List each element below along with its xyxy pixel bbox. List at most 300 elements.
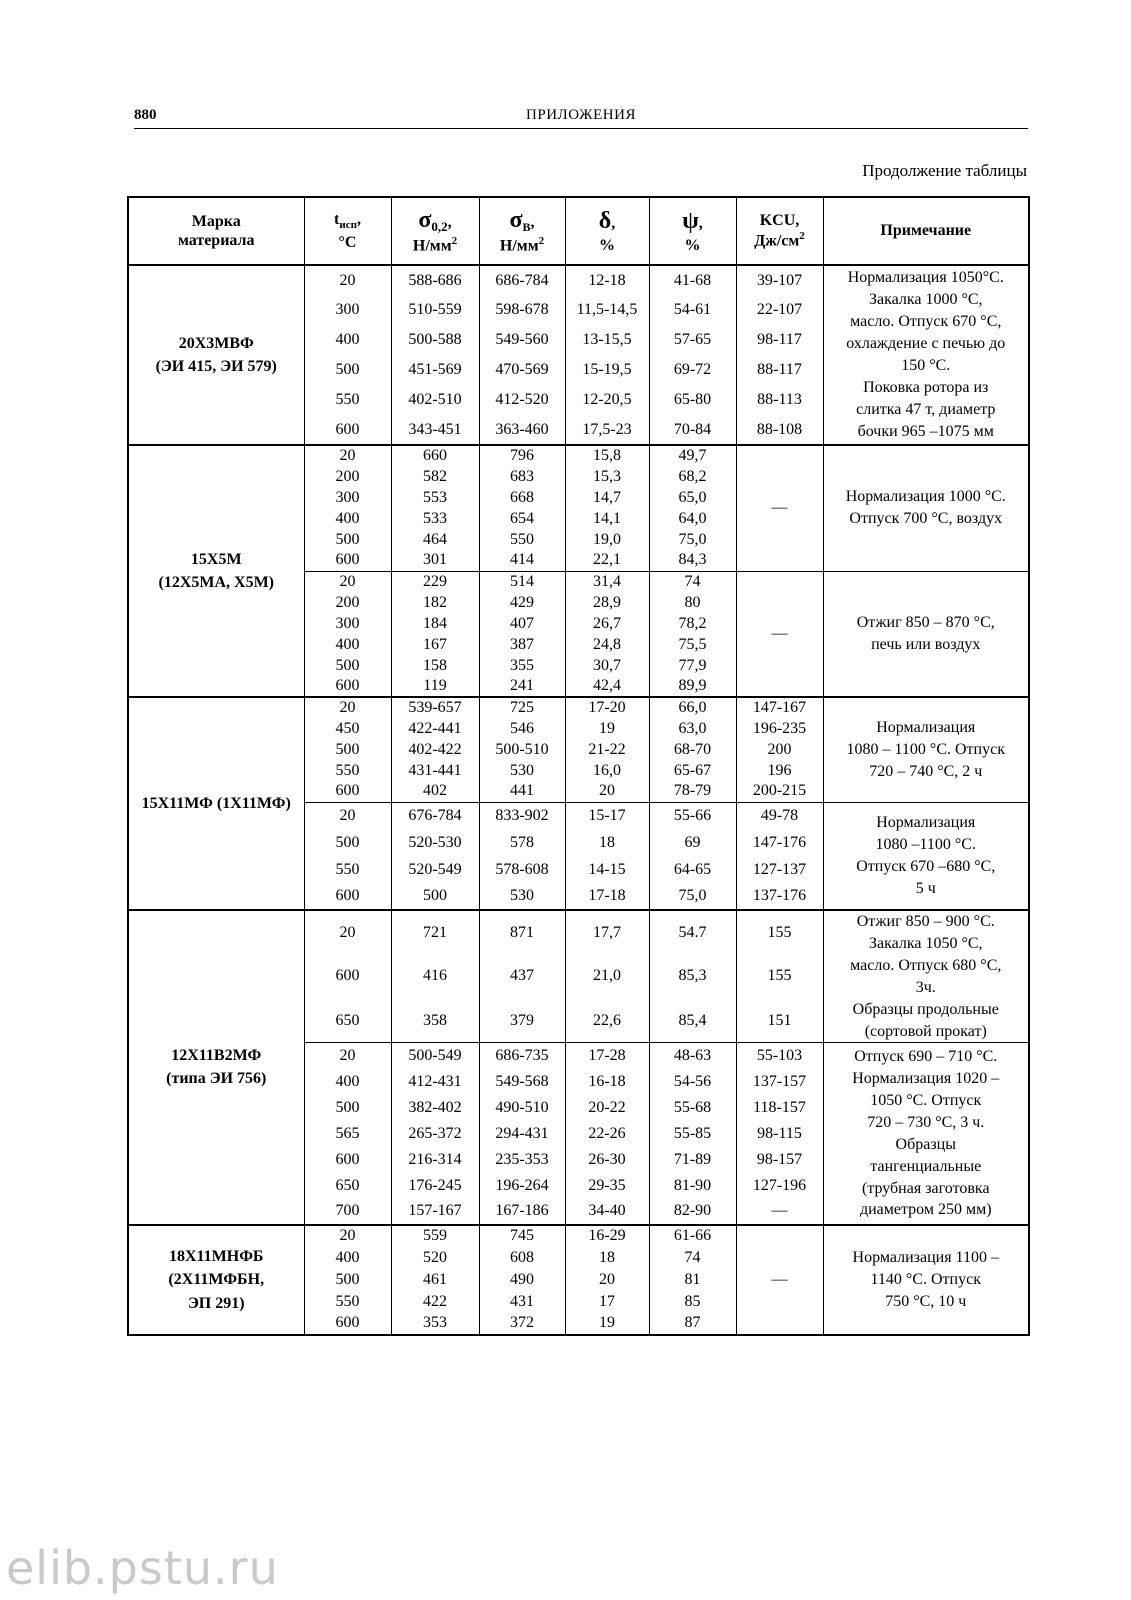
- yield-strength-cell: 500-549: [391, 1043, 479, 1069]
- elongation-cell: 22,1: [565, 550, 649, 571]
- tensile-strength-cell: 550: [479, 529, 565, 550]
- tensile-strength-cell: 294-431: [479, 1121, 565, 1147]
- header-elongation: δ, %: [565, 197, 649, 265]
- yield-strength-cell: 343-451: [391, 415, 479, 445]
- note-line: 1080 – 1100 °С. Отпуск: [846, 740, 1005, 758]
- page-header: [134, 104, 1028, 129]
- test-temperature-cell: 20: [304, 265, 391, 295]
- impact-toughness-cell: 137-157: [736, 1069, 823, 1095]
- properties-table: [127, 196, 1030, 1336]
- elongation-cell: 16,0: [565, 760, 649, 781]
- yield-strength-cell: 229: [391, 571, 479, 592]
- tensile-strength-cell: 549-560: [479, 325, 565, 355]
- yield-strength-cell: 660: [391, 445, 479, 466]
- tensile-strength-cell: 379: [479, 999, 565, 1043]
- impact-toughness-cell: 98-157: [736, 1147, 823, 1173]
- impact-toughness-cell: 155: [736, 910, 823, 954]
- impact-toughness-cell: 147-176: [736, 829, 823, 856]
- yield-strength-cell: 553: [391, 487, 479, 508]
- yield-strength-cell: 358: [391, 999, 479, 1043]
- elongation-cell: 12-20,5: [565, 385, 649, 415]
- impact-toughness-cell: 39-107: [736, 265, 823, 295]
- note-cell: [823, 1225, 1029, 1335]
- tensile-strength-cell: 578: [479, 829, 565, 856]
- tensile-strength-cell: 530: [479, 760, 565, 781]
- reduction-of-area-cell: 66,0: [649, 697, 736, 718]
- tensile-strength-cell: 407: [479, 613, 565, 634]
- impact-toughness-cell: 22-107: [736, 295, 823, 325]
- impact-toughness-cell: 200: [736, 739, 823, 760]
- reduction-of-area-cell: 55-85: [649, 1121, 736, 1147]
- test-temperature-cell: 600: [304, 1147, 391, 1173]
- impact-toughness-cell: 88-113: [736, 385, 823, 415]
- reduction-of-area-cell: 68,2: [649, 466, 736, 487]
- tensile-strength-cell: 414: [479, 550, 565, 571]
- elongation-cell: 30,7: [565, 655, 649, 676]
- tensile-strength-cell: 167-186: [479, 1199, 565, 1225]
- elongation-cell: 16-18: [565, 1069, 649, 1095]
- elongation-cell: 21-22: [565, 739, 649, 760]
- test-temperature-cell: 600: [304, 1313, 391, 1335]
- yield-strength-cell: 265-372: [391, 1121, 479, 1147]
- table-row: [128, 445, 1029, 466]
- impact-toughness-cell: 200-215: [736, 781, 823, 802]
- yield-strength-cell: 520-530: [391, 829, 479, 856]
- note-line: Отжиг 850 – 900 °С.: [856, 913, 995, 930]
- tensile-strength-cell: 546: [479, 718, 565, 739]
- note-cell: [823, 802, 1029, 910]
- note-line: Отпуск 690 – 710 °С.: [854, 1048, 998, 1066]
- yield-strength-cell: 539-657: [391, 697, 479, 718]
- note-line: Отпуск 670 –680 °С,: [856, 857, 996, 875]
- yield-strength-cell: 416: [391, 954, 479, 998]
- test-temperature-cell: 500: [304, 1269, 391, 1291]
- elongation-cell: 26-30: [565, 1147, 649, 1173]
- elongation-cell: 34-40: [565, 1199, 649, 1225]
- reduction-of-area-cell: 74: [649, 571, 736, 592]
- test-temperature-cell: 200: [304, 466, 391, 487]
- yield-strength-cell: 402-510: [391, 385, 479, 415]
- reduction-of-area-cell: 84,3: [649, 550, 736, 571]
- note-line: тангенциальные: [870, 1157, 982, 1175]
- elongation-cell: 19: [565, 1313, 649, 1335]
- test-temperature-cell: 600: [304, 954, 391, 998]
- test-temperature-cell: 300: [304, 487, 391, 508]
- elongation-cell: 19,0: [565, 529, 649, 550]
- elongation-cell: 31,4: [565, 571, 649, 592]
- material-grade-line: 15Х11МФ (1Х11МФ): [141, 794, 291, 812]
- reduction-of-area-cell: 65-80: [649, 385, 736, 415]
- impact-toughness-cell: 147-167: [736, 697, 823, 718]
- table-row: [128, 1225, 1029, 1247]
- elongation-cell: 26,7: [565, 613, 649, 634]
- yield-strength-cell: 157-167: [391, 1199, 479, 1225]
- reduction-of-area-cell: 75,0: [649, 883, 736, 910]
- reduction-of-area-cell: 54-61: [649, 295, 736, 325]
- note-line: 720 – 740 °С, 2 ч: [869, 762, 983, 780]
- impact-toughness-cell: 151: [736, 999, 823, 1043]
- impact-toughness-cell: 127-137: [736, 856, 823, 883]
- impact-toughness-cell: —: [736, 1199, 823, 1225]
- yield-strength-cell: 721: [391, 910, 479, 954]
- test-temperature-cell: 700: [304, 1199, 391, 1225]
- tensile-strength-cell: 654: [479, 508, 565, 529]
- reduction-of-area-cell: 71-89: [649, 1147, 736, 1173]
- elongation-cell: 18: [565, 829, 649, 856]
- elongation-cell: 20: [565, 781, 649, 802]
- tensile-strength-cell: 372: [479, 1313, 565, 1335]
- note-line: Нормализация 1020 –: [852, 1069, 1000, 1087]
- yield-strength-cell: 464: [391, 529, 479, 550]
- tensile-strength-cell: 608: [479, 1247, 565, 1269]
- reduction-of-area-cell: 54.7: [649, 910, 736, 954]
- reduction-of-area-cell: 75,0: [649, 529, 736, 550]
- header-note: Примечание: [823, 197, 1029, 265]
- reduction-of-area-cell: 55-68: [649, 1095, 736, 1121]
- impact-toughness-cell: 88-108: [736, 415, 823, 445]
- elongation-cell: 12-18: [565, 265, 649, 295]
- elongation-cell: 28,9: [565, 592, 649, 613]
- test-temperature-cell: 500: [304, 739, 391, 760]
- elongation-cell: 17-28: [565, 1043, 649, 1069]
- reduction-of-area-cell: 80: [649, 592, 736, 613]
- header-yield-strength: $\sigma_{0,2}$, $Н/мм^2$: [391, 197, 479, 265]
- yield-strength-cell: 500: [391, 883, 479, 910]
- reduction-of-area-cell: 54-56: [649, 1069, 736, 1095]
- material-grade-line: 20Х3МВФ: [178, 334, 254, 352]
- tensile-strength-cell: 490-510: [479, 1095, 565, 1121]
- material-grade: [128, 445, 304, 697]
- tensile-strength-cell: 241: [479, 676, 565, 697]
- note-line: Нормализация 1100 –: [852, 1249, 999, 1267]
- note-line: Нормализация: [876, 718, 976, 736]
- yield-strength-cell: 301: [391, 550, 479, 571]
- reduction-of-area-cell: 49,7: [649, 445, 736, 466]
- tensile-strength-cell: 196-264: [479, 1173, 565, 1199]
- test-temperature-cell: 20: [304, 1225, 391, 1247]
- yield-strength-cell: 582: [391, 466, 479, 487]
- test-temperature-cell: 650: [304, 1173, 391, 1199]
- reduction-of-area-cell: 65-67: [649, 760, 736, 781]
- yield-strength-cell: 520: [391, 1247, 479, 1269]
- section-title: ПРИЛОЖЕНИЯ: [526, 107, 636, 123]
- test-temperature-cell: 200: [304, 592, 391, 613]
- note-line: Закалка 1000 °С,: [868, 291, 983, 309]
- tensile-strength-cell: 578-608: [479, 856, 565, 883]
- test-temperature-cell: 20: [304, 571, 391, 592]
- impact-toughness-cell: 196-235: [736, 718, 823, 739]
- tensile-strength-cell: 871: [479, 910, 565, 954]
- reduction-of-area-cell: 85: [649, 1291, 736, 1313]
- test-temperature-cell: 550: [304, 1291, 391, 1313]
- yield-strength-cell: 520-549: [391, 856, 479, 883]
- reduction-of-area-cell: 63,0: [649, 718, 736, 739]
- impact-toughness-cell: 118-157: [736, 1095, 823, 1121]
- tensile-strength-cell: 796: [479, 445, 565, 466]
- note-line: Нормализация 1000 °С.: [845, 488, 1006, 506]
- tensile-strength-cell: 668: [479, 487, 565, 508]
- impact-toughness-cell: —: [736, 1225, 823, 1335]
- test-temperature-cell: 500: [304, 1095, 391, 1121]
- reduction-of-area-cell: 78-79: [649, 781, 736, 802]
- elongation-cell: 11,5-14,5: [565, 295, 649, 325]
- impact-toughness-cell: 127-196: [736, 1173, 823, 1199]
- reduction-of-area-cell: 85,4: [649, 999, 736, 1043]
- elongation-cell: 15,3: [565, 466, 649, 487]
- test-temperature-cell: 20: [304, 697, 391, 718]
- yield-strength-cell: 184: [391, 613, 479, 634]
- elongation-cell: 21,0: [565, 954, 649, 998]
- test-temperature-cell: 500: [304, 529, 391, 550]
- reduction-of-area-cell: 78,2: [649, 613, 736, 634]
- tensile-strength-cell: 549-568: [479, 1069, 565, 1095]
- note-line: слитка 47 т, диаметр: [856, 400, 996, 418]
- material-grade-line: 18Х11МНФБ: [168, 1248, 264, 1266]
- impact-toughness-cell: 98-115: [736, 1121, 823, 1147]
- test-temperature-cell: 550: [304, 856, 391, 883]
- tensile-strength-cell: 530: [479, 883, 565, 910]
- note-line: 3ч.: [915, 978, 936, 996]
- test-temperature-cell: 600: [304, 883, 391, 910]
- note-cell: [823, 265, 1029, 445]
- tensile-strength-cell: 683: [479, 466, 565, 487]
- reduction-of-area-cell: 64,0: [649, 508, 736, 529]
- note-cell: [823, 445, 1029, 571]
- tensile-strength-cell: 355: [479, 655, 565, 676]
- impact-toughness-cell: 55-103: [736, 1043, 823, 1069]
- elongation-cell: 14,1: [565, 508, 649, 529]
- elongation-cell: 17,5-23: [565, 415, 649, 445]
- yield-strength-cell: 158: [391, 655, 479, 676]
- test-temperature-cell: 500: [304, 355, 391, 385]
- note-line: Нормализация 1050°С.: [847, 269, 1004, 287]
- elongation-cell: 17: [565, 1291, 649, 1313]
- elongation-cell: 15-19,5: [565, 355, 649, 385]
- impact-toughness-cell: 88-117: [736, 355, 823, 385]
- yield-strength-cell: 500-588: [391, 325, 479, 355]
- note-cell: [823, 571, 1029, 697]
- elongation-cell: 17-20: [565, 697, 649, 718]
- tensile-strength-cell: 470-569: [479, 355, 565, 385]
- note-line: Поковка ротора из: [863, 378, 989, 396]
- note-line: 720 – 730 °С, 3 ч.: [867, 1113, 985, 1131]
- note-line: Отпуск 700 °С, воздух: [849, 510, 1003, 528]
- material-grade: [128, 910, 304, 1225]
- note-line: 5 ч: [915, 879, 936, 897]
- note-line: масло. Отпуск 670 °С,: [850, 313, 1002, 331]
- material-grade: [128, 697, 304, 910]
- reduction-of-area-cell: 85,3: [649, 954, 736, 998]
- test-temperature-cell: 20: [304, 1043, 391, 1069]
- impact-toughness-cell: —: [736, 445, 823, 571]
- table-row: [128, 697, 1029, 718]
- elongation-cell: 29-35: [565, 1173, 649, 1199]
- material-grade: [128, 265, 304, 445]
- reduction-of-area-cell: 87: [649, 1313, 736, 1335]
- reduction-of-area-cell: 77,9: [649, 655, 736, 676]
- impact-toughness-cell: —: [736, 571, 823, 697]
- reduction-of-area-cell: 41-68: [649, 265, 736, 295]
- note-line: Нормализация: [876, 813, 976, 831]
- yield-strength-cell: 422: [391, 1291, 479, 1313]
- note-line: бочки 965 –1075 мм: [857, 422, 994, 440]
- note-line: масло. Отпуск 680 °С,: [850, 956, 1002, 974]
- table-row: [128, 910, 1029, 954]
- elongation-cell: 15,8: [565, 445, 649, 466]
- test-temperature-cell: 500: [304, 655, 391, 676]
- yield-strength-cell: 216-314: [391, 1147, 479, 1173]
- tensile-strength-cell: 441: [479, 781, 565, 802]
- reduction-of-area-cell: 57-65: [649, 325, 736, 355]
- yield-strength-cell: 431-441: [391, 760, 479, 781]
- note-line: печь или воздух: [871, 635, 981, 653]
- header-test-temperature: $t_{исп}$, °C: [304, 197, 391, 265]
- table-row: [128, 265, 1029, 295]
- test-temperature-cell: 600: [304, 676, 391, 697]
- page-number: 880: [134, 107, 157, 123]
- yield-strength-cell: 353: [391, 1313, 479, 1335]
- material-grade-line: 12Х11В2МФ: [171, 1047, 262, 1065]
- note-line: 1080 –1100 °С.: [875, 835, 976, 853]
- yield-strength-cell: 119: [391, 676, 479, 697]
- material-grade-line: (2Х11МФБН,: [168, 1271, 265, 1289]
- impact-toughness-cell: 49-78: [736, 802, 823, 829]
- header-tensile-strength: $\sigma_В$, $Н/мм^2$: [479, 197, 565, 265]
- yield-strength-cell: 167: [391, 634, 479, 655]
- note-line: 150 °С.: [901, 357, 951, 374]
- reduction-of-area-cell: 68-70: [649, 739, 736, 760]
- tensile-strength-cell: 412-520: [479, 385, 565, 415]
- reduction-of-area-cell: 75,5: [649, 634, 736, 655]
- material-grade-line: ЭП 291): [187, 1294, 245, 1312]
- test-temperature-cell: 565: [304, 1121, 391, 1147]
- tensile-strength-cell: 363-460: [479, 415, 565, 445]
- elongation-cell: 19: [565, 718, 649, 739]
- header-impact-toughness: KCU, $Дж/см^2$: [736, 197, 823, 265]
- elongation-cell: 24,8: [565, 634, 649, 655]
- reduction-of-area-cell: 81: [649, 1269, 736, 1291]
- yield-strength-cell: 533: [391, 508, 479, 529]
- elongation-cell: 14,7: [565, 487, 649, 508]
- tensile-strength-cell: 429: [479, 592, 565, 613]
- test-temperature-cell: 20: [304, 445, 391, 466]
- material-grade: [128, 1225, 304, 1335]
- elongation-cell: 18: [565, 1247, 649, 1269]
- reduction-of-area-cell: 65,0: [649, 487, 736, 508]
- reduction-of-area-cell: 64-65: [649, 856, 736, 883]
- test-temperature-cell: 650: [304, 999, 391, 1043]
- test-temperature-cell: 400: [304, 1069, 391, 1095]
- reduction-of-area-cell: 69: [649, 829, 736, 856]
- note-cell: [823, 697, 1029, 802]
- yield-strength-cell: 402: [391, 781, 479, 802]
- tensile-strength-cell: 725: [479, 697, 565, 718]
- note-line: Образцы: [895, 1135, 956, 1153]
- elongation-cell: 16-29: [565, 1225, 649, 1247]
- tensile-strength-cell: 745: [479, 1225, 565, 1247]
- table-header-row: [128, 197, 1029, 265]
- reduction-of-area-cell: 69-72: [649, 355, 736, 385]
- note-line: (трубная заготовка: [861, 1179, 990, 1197]
- reduction-of-area-cell: 55-66: [649, 802, 736, 829]
- yield-strength-cell: 588-686: [391, 265, 479, 295]
- yield-strength-cell: 182: [391, 592, 479, 613]
- elongation-cell: 20: [565, 1269, 649, 1291]
- impact-toughness-cell: 98-117: [736, 325, 823, 355]
- header-reduction-of-area: ψ, %: [649, 197, 736, 265]
- note-line: 750 °С, 10 ч: [885, 1292, 967, 1310]
- note-line: Закалка 1050 °С,: [868, 934, 983, 952]
- yield-strength-cell: 422-441: [391, 718, 479, 739]
- table-body: [128, 265, 1029, 1335]
- test-temperature-cell: 450: [304, 718, 391, 739]
- elongation-cell: 22,6: [565, 999, 649, 1043]
- impact-toughness-cell: 196: [736, 760, 823, 781]
- test-temperature-cell: 20: [304, 910, 391, 954]
- note-line: 1140 °С. Отпуск: [870, 1270, 981, 1288]
- reduction-of-area-cell: 61-66: [649, 1225, 736, 1247]
- elongation-cell: 17,7: [565, 910, 649, 954]
- tensile-strength-cell: 686-735: [479, 1043, 565, 1069]
- watermark: elib.pstu.ru: [6, 1541, 279, 1595]
- note-line: 1050 °С. Отпуск: [870, 1091, 982, 1109]
- reduction-of-area-cell: 89,9: [649, 676, 736, 697]
- note-line: (сортовой прокат): [864, 1022, 987, 1040]
- note-line: охлаждение с печью до: [846, 335, 1006, 353]
- test-temperature-cell: 400: [304, 325, 391, 355]
- note-line: Отжиг 850 – 870 °С,: [856, 613, 995, 631]
- note-line: Образцы продольные: [852, 1000, 999, 1018]
- header-material: Марка материала: [128, 197, 304, 265]
- reduction-of-area-cell: 81-90: [649, 1173, 736, 1199]
- yield-strength-cell: 559: [391, 1225, 479, 1247]
- tensile-strength-cell: 598-678: [479, 295, 565, 325]
- test-temperature-cell: 500: [304, 829, 391, 856]
- elongation-cell: 42,4: [565, 676, 649, 697]
- reduction-of-area-cell: 82-90: [649, 1199, 736, 1225]
- table-continuation-label: Продолжение таблицы: [862, 161, 1027, 180]
- test-temperature-cell: 400: [304, 1247, 391, 1269]
- reduction-of-area-cell: 70-84: [649, 415, 736, 445]
- tensile-strength-cell: 833-902: [479, 802, 565, 829]
- elongation-cell: 22-26: [565, 1121, 649, 1147]
- test-temperature-cell: 550: [304, 760, 391, 781]
- tensile-strength-cell: 431: [479, 1291, 565, 1313]
- yield-strength-cell: 461: [391, 1269, 479, 1291]
- yield-strength-cell: 402-422: [391, 739, 479, 760]
- test-temperature-cell: 400: [304, 634, 391, 655]
- tensile-strength-cell: 514: [479, 571, 565, 592]
- test-temperature-cell: 20: [304, 802, 391, 829]
- yield-strength-cell: 451-569: [391, 355, 479, 385]
- elongation-cell: 15-17: [565, 802, 649, 829]
- reduction-of-area-cell: 48-63: [649, 1043, 736, 1069]
- elongation-cell: 14-15: [565, 856, 649, 883]
- test-temperature-cell: 600: [304, 415, 391, 445]
- test-temperature-cell: 400: [304, 508, 391, 529]
- elongation-cell: 17-18: [565, 883, 649, 910]
- yield-strength-cell: 676-784: [391, 802, 479, 829]
- impact-toughness-cell: 155: [736, 954, 823, 998]
- tensile-strength-cell: 387: [479, 634, 565, 655]
- note-cell: [823, 1043, 1029, 1225]
- elongation-cell: 13-15,5: [565, 325, 649, 355]
- material-grade-line: (ЭИ 415, ЭИ 579): [155, 358, 277, 375]
- material-grade-line: (12Х5МА, Х5М): [158, 574, 275, 591]
- test-temperature-cell: 600: [304, 550, 391, 571]
- yield-strength-cell: 510-559: [391, 295, 479, 325]
- elongation-cell: 20-22: [565, 1095, 649, 1121]
